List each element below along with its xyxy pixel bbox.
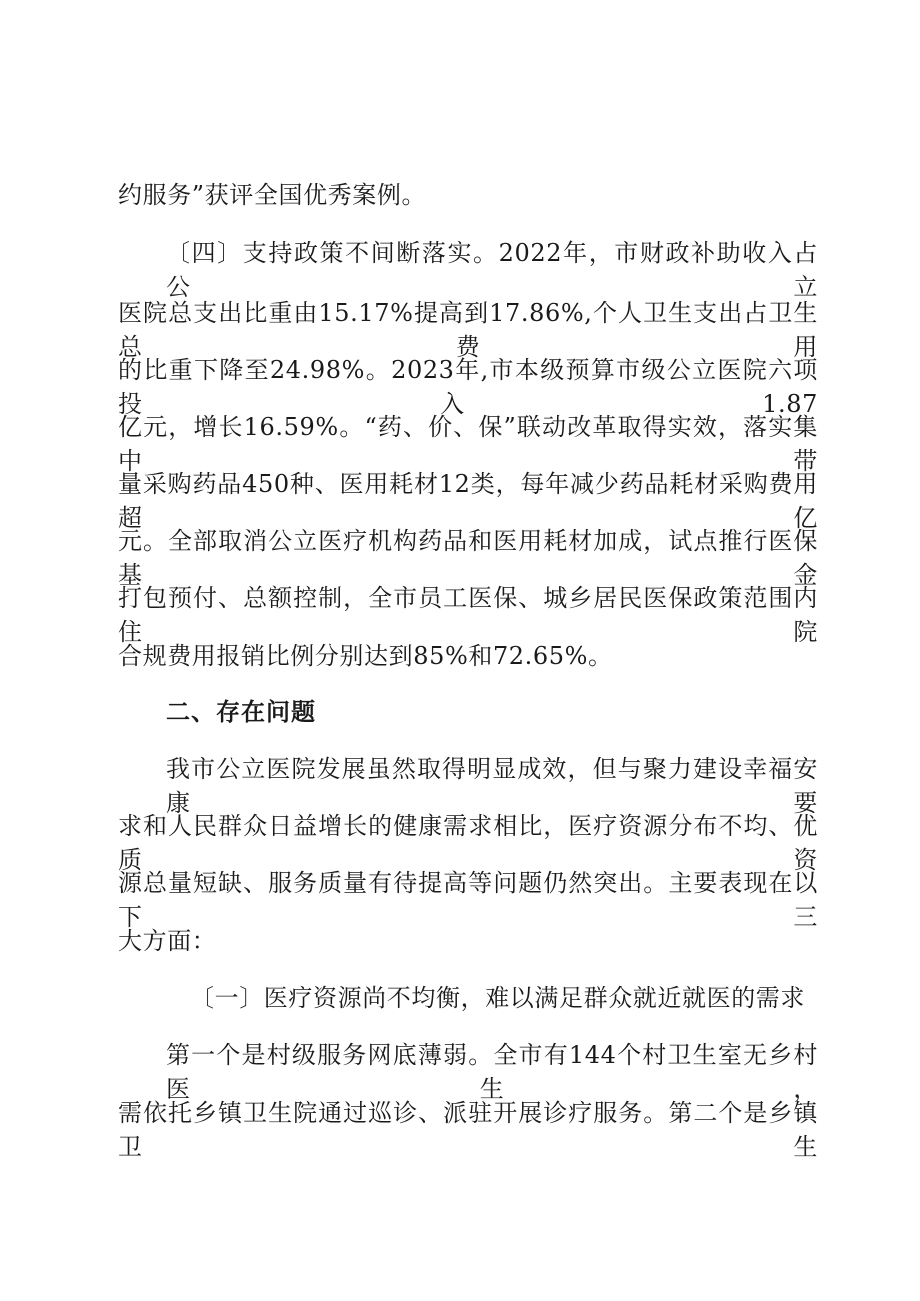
paragraph-line: 量采购药品450种、医用耗材12类，每年减少药品耗材采购费用超亿 <box>118 470 818 532</box>
paragraph-line: 我市公立医院发展虽然取得明显成效，但与聚力建设幸福安康要 <box>166 755 818 817</box>
section-title: 二、存在问题 <box>166 698 316 726</box>
paragraph-line: 约服务”获评全国优秀案例。 <box>118 181 427 209</box>
subsection-heading: 〔一〕医疗资源尚不均衡，难以满足群众就近就医的需求 <box>190 984 805 1012</box>
paragraph-line: 打包预付、总额控制，全市员工医保、城乡居民医保政策范围内住院 <box>118 584 818 646</box>
paragraph-line: 元。全部取消公立医疗机构药品和医用耗材加成，试点推行医保基金 <box>118 527 818 589</box>
paragraph-line: 合规费用报销比例分别达到85%和72.65%。 <box>118 642 613 670</box>
paragraph-line: 大方面： <box>118 927 217 955</box>
paragraph-line: 的比重下降至24.98%。2023年,市本级预算市级公立医院六项投入1.87 <box>118 356 818 418</box>
paragraph-line: 求和人民群众日益增长的健康需求相比，医疗资源分布不均、优质资 <box>118 812 818 874</box>
paragraph-line: 亿元，增长16.59%。“药、价、保”联动改革取得实效，落实集中带 <box>118 413 818 475</box>
section-heading-policy: 〔四〕支持政策不间断落实。2022年，市财政补助收入占公立 <box>166 239 818 301</box>
paragraph-line: 医院总支出比重由15.17%提高到17.86%,个人卫生支出占卫生总费用 <box>118 299 818 361</box>
paragraph-line: 第一个是村级服务网底薄弱。全市有144个村卫生室无乡村医生， <box>166 1041 818 1103</box>
paragraph-line: 源总量短缺、服务质量有待提高等问题仍然突出。主要表现在以下三 <box>118 869 818 931</box>
paragraph-line: 需依托乡镇卫生院通过巡诊、派驻开展诊疗服务。第二个是乡镇卫生 <box>118 1099 818 1161</box>
